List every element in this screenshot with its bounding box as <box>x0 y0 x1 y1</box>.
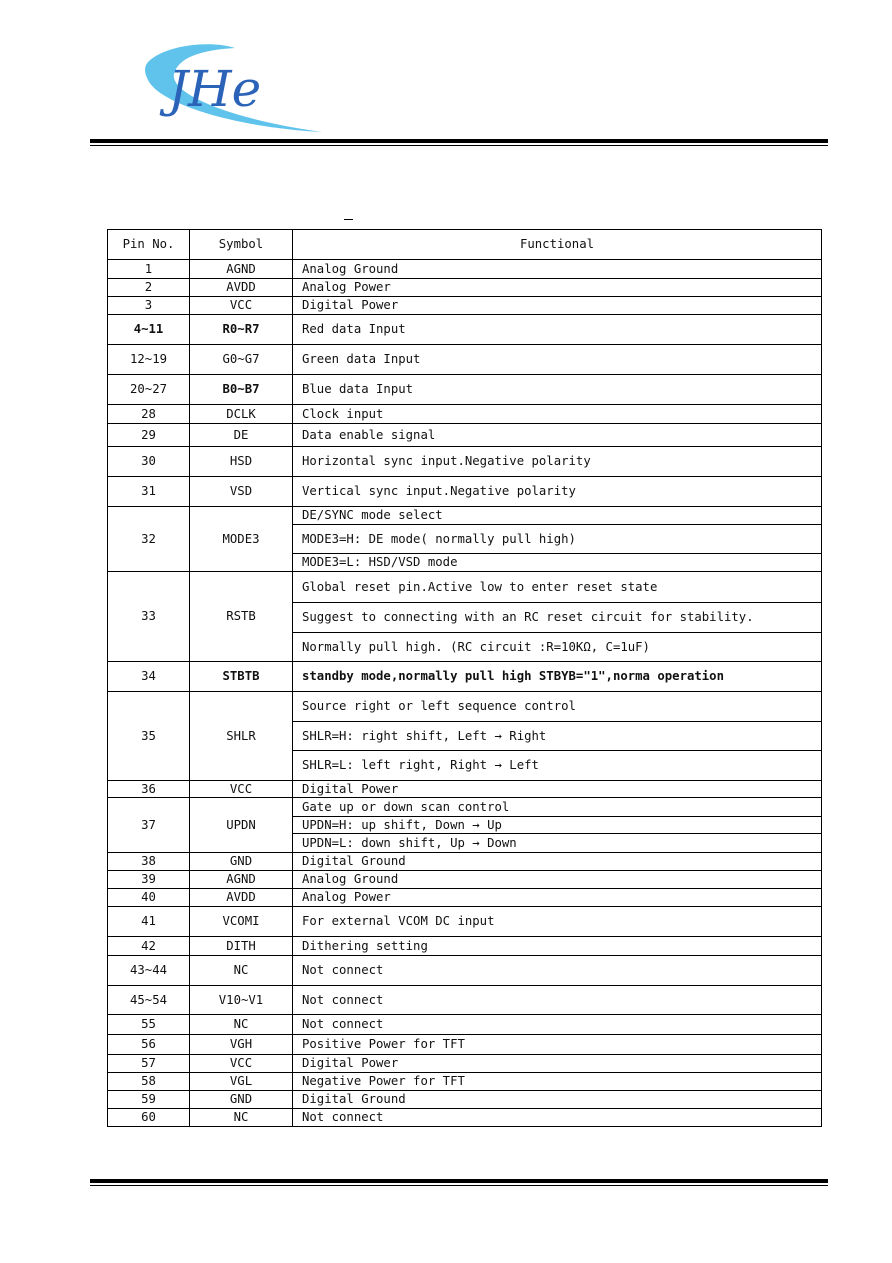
pin-function: Digital Power <box>293 297 822 315</box>
pin-symbol: STBTB <box>190 662 293 692</box>
pin-function: Suggest to connecting with an RC reset circuit for stability. <box>293 603 822 633</box>
pin-function: UPDN=H: up shift, Down → Up <box>293 817 822 834</box>
pin-function: standby mode,normally pull high STBYB="1",norma operation <box>293 662 822 692</box>
pin-function: Digital Ground <box>293 1091 822 1109</box>
table-row <box>108 1091 822 1109</box>
pin-number: 37 <box>108 798 190 853</box>
pin-function: Vertical sync input.Negative polarity <box>293 477 822 507</box>
pin-number: 28 <box>108 405 190 424</box>
pin-function: Not connect <box>293 956 822 986</box>
pin-number: 31 <box>108 477 190 507</box>
pin-symbol: B0~B7 <box>190 375 293 405</box>
table-row <box>108 477 822 507</box>
pin-number: 39 <box>108 871 190 889</box>
pin-symbol: VGL <box>190 1073 293 1091</box>
table-row <box>108 315 822 345</box>
pin-function: Green data Input <box>293 345 822 375</box>
pin-number: 33 <box>108 572 190 662</box>
pin-number: 41 <box>108 907 190 937</box>
pin-symbol: RSTB <box>190 572 293 662</box>
table-row <box>108 798 822 817</box>
table-header-row <box>108 230 822 260</box>
pin-function: Gate up or down scan control <box>293 798 822 817</box>
pin-function: Digital Power <box>293 781 822 798</box>
pin-number: 2 <box>108 279 190 297</box>
pin-number: 43~44 <box>108 956 190 986</box>
caption-dash <box>344 219 353 220</box>
pin-number: 1 <box>108 260 190 279</box>
pin-function: Analog Power <box>293 279 822 297</box>
header-rule-thin <box>90 145 828 146</box>
pin-symbol: NC <box>190 1015 293 1035</box>
table-row <box>108 1015 822 1035</box>
header-rule-thick <box>90 139 828 143</box>
pin-number: 34 <box>108 662 190 692</box>
pin-function: Data enable signal <box>293 424 822 447</box>
pin-symbol: VSD <box>190 477 293 507</box>
pin-number: 58 <box>108 1073 190 1091</box>
table-row <box>108 853 822 871</box>
table-row <box>108 260 822 279</box>
jhe-logo <box>140 40 330 136</box>
pin-number: 35 <box>108 692 190 781</box>
pin-number: 40 <box>108 889 190 907</box>
footer-rule-thick <box>90 1179 828 1183</box>
table-row <box>108 1073 822 1091</box>
pin-function: SHLR=H: right shift, Left → Right <box>293 722 822 751</box>
header-functional: Functional <box>293 230 822 260</box>
pin-number: 57 <box>108 1055 190 1073</box>
table-row <box>108 1109 822 1127</box>
pin-symbol: VCC <box>190 297 293 315</box>
header-pin-no: Pin No. <box>108 230 190 260</box>
pin-number: 12~19 <box>108 345 190 375</box>
pin-symbol: VGH <box>190 1035 293 1055</box>
pin-symbol: VCC <box>190 781 293 798</box>
table-row <box>108 781 822 798</box>
table-row <box>108 297 822 315</box>
table-row <box>108 907 822 937</box>
pin-function: UPDN=L: down shift, Up → Down <box>293 834 822 853</box>
pin-function: Not connect <box>293 1015 822 1035</box>
pin-function: MODE3=L: HSD/VSD mode <box>293 554 822 572</box>
pin-function: Positive Power for TFT <box>293 1035 822 1055</box>
pin-number: 29 <box>108 424 190 447</box>
pin-number: 42 <box>108 937 190 956</box>
table-row <box>108 871 822 889</box>
footer-rule-thin <box>90 1185 828 1186</box>
pin-symbol: R0~R7 <box>190 315 293 345</box>
pin-function: Analog Ground <box>293 871 822 889</box>
pin-number: 38 <box>108 853 190 871</box>
pin-number: 56 <box>108 1035 190 1055</box>
table-row <box>108 405 822 424</box>
table-row <box>108 447 822 477</box>
table-row <box>108 424 822 447</box>
pin-number: 20~27 <box>108 375 190 405</box>
pin-symbol: VCOMI <box>190 907 293 937</box>
table-row <box>108 572 822 603</box>
pin-function: Red data Input <box>293 315 822 345</box>
pin-function: SHLR=L: left right, Right → Left <box>293 751 822 781</box>
pin-symbol: DE <box>190 424 293 447</box>
pin-symbol: AVDD <box>190 279 293 297</box>
pin-number: 30 <box>108 447 190 477</box>
table-row <box>108 986 822 1015</box>
pin-symbol: AGND <box>190 260 293 279</box>
pin-symbol: GND <box>190 1091 293 1109</box>
pin-number: 60 <box>108 1109 190 1127</box>
pin-symbol: NC <box>190 1109 293 1127</box>
pin-function: Horizontal sync input.Negative polarity <box>293 447 822 477</box>
pin-function: Analog Power <box>293 889 822 907</box>
pin-symbol: SHLR <box>190 692 293 781</box>
pin-function: MODE3=H: DE mode( normally pull high) <box>293 525 822 554</box>
pin-symbol: MODE3 <box>190 507 293 572</box>
pin-function: DE/SYNC mode select <box>293 507 822 525</box>
table-row <box>108 937 822 956</box>
pin-symbol: GND <box>190 853 293 871</box>
pin-symbol: DCLK <box>190 405 293 424</box>
pin-function: Global reset pin.Active low to enter reset state <box>293 572 822 603</box>
table-row <box>108 507 822 525</box>
logo-letters: JHe <box>168 60 262 118</box>
pin-function: Negative Power for TFT <box>293 1073 822 1091</box>
pin-number: 55 <box>108 1015 190 1035</box>
table-row <box>108 1055 822 1073</box>
table-row <box>108 956 822 986</box>
table-row <box>108 662 822 692</box>
pin-number: 36 <box>108 781 190 798</box>
pin-symbol: AGND <box>190 871 293 889</box>
pin-function: Source right or left sequence control <box>293 692 822 722</box>
pin-symbol: VCC <box>190 1055 293 1073</box>
header-symbol: Symbol <box>190 230 293 260</box>
table-row <box>108 889 822 907</box>
pin-number: 4~11 <box>108 315 190 345</box>
pin-symbol: AVDD <box>190 889 293 907</box>
pin-function: Clock input <box>293 405 822 424</box>
pin-number: 32 <box>108 507 190 572</box>
pin-function: For external VCOM DC input <box>293 907 822 937</box>
pin-symbol: UPDN <box>190 798 293 853</box>
table-row <box>108 345 822 375</box>
pin-function: Digital Ground <box>293 853 822 871</box>
pin-function: Digital Power <box>293 1055 822 1073</box>
pin-number: 59 <box>108 1091 190 1109</box>
pin-number: 3 <box>108 297 190 315</box>
pin-table <box>107 229 822 1127</box>
table-row <box>108 1035 822 1055</box>
pin-symbol: NC <box>190 956 293 986</box>
pin-number: 45~54 <box>108 986 190 1015</box>
table-row <box>108 279 822 297</box>
pin-function: Analog Ground <box>293 260 822 279</box>
pin-function: Normally pull high. (RC circuit :R=10KΩ, C=1uF) <box>293 633 822 662</box>
pin-symbol: DITH <box>190 937 293 956</box>
pin-function: Not connect <box>293 1109 822 1127</box>
table-row <box>108 692 822 722</box>
pin-function: Blue data Input <box>293 375 822 405</box>
pin-function: Dithering setting <box>293 937 822 956</box>
pin-symbol: HSD <box>190 447 293 477</box>
table-row <box>108 375 822 405</box>
pin-symbol: V10~V1 <box>190 986 293 1015</box>
pin-function: Not connect <box>293 986 822 1015</box>
pin-symbol: G0~G7 <box>190 345 293 375</box>
